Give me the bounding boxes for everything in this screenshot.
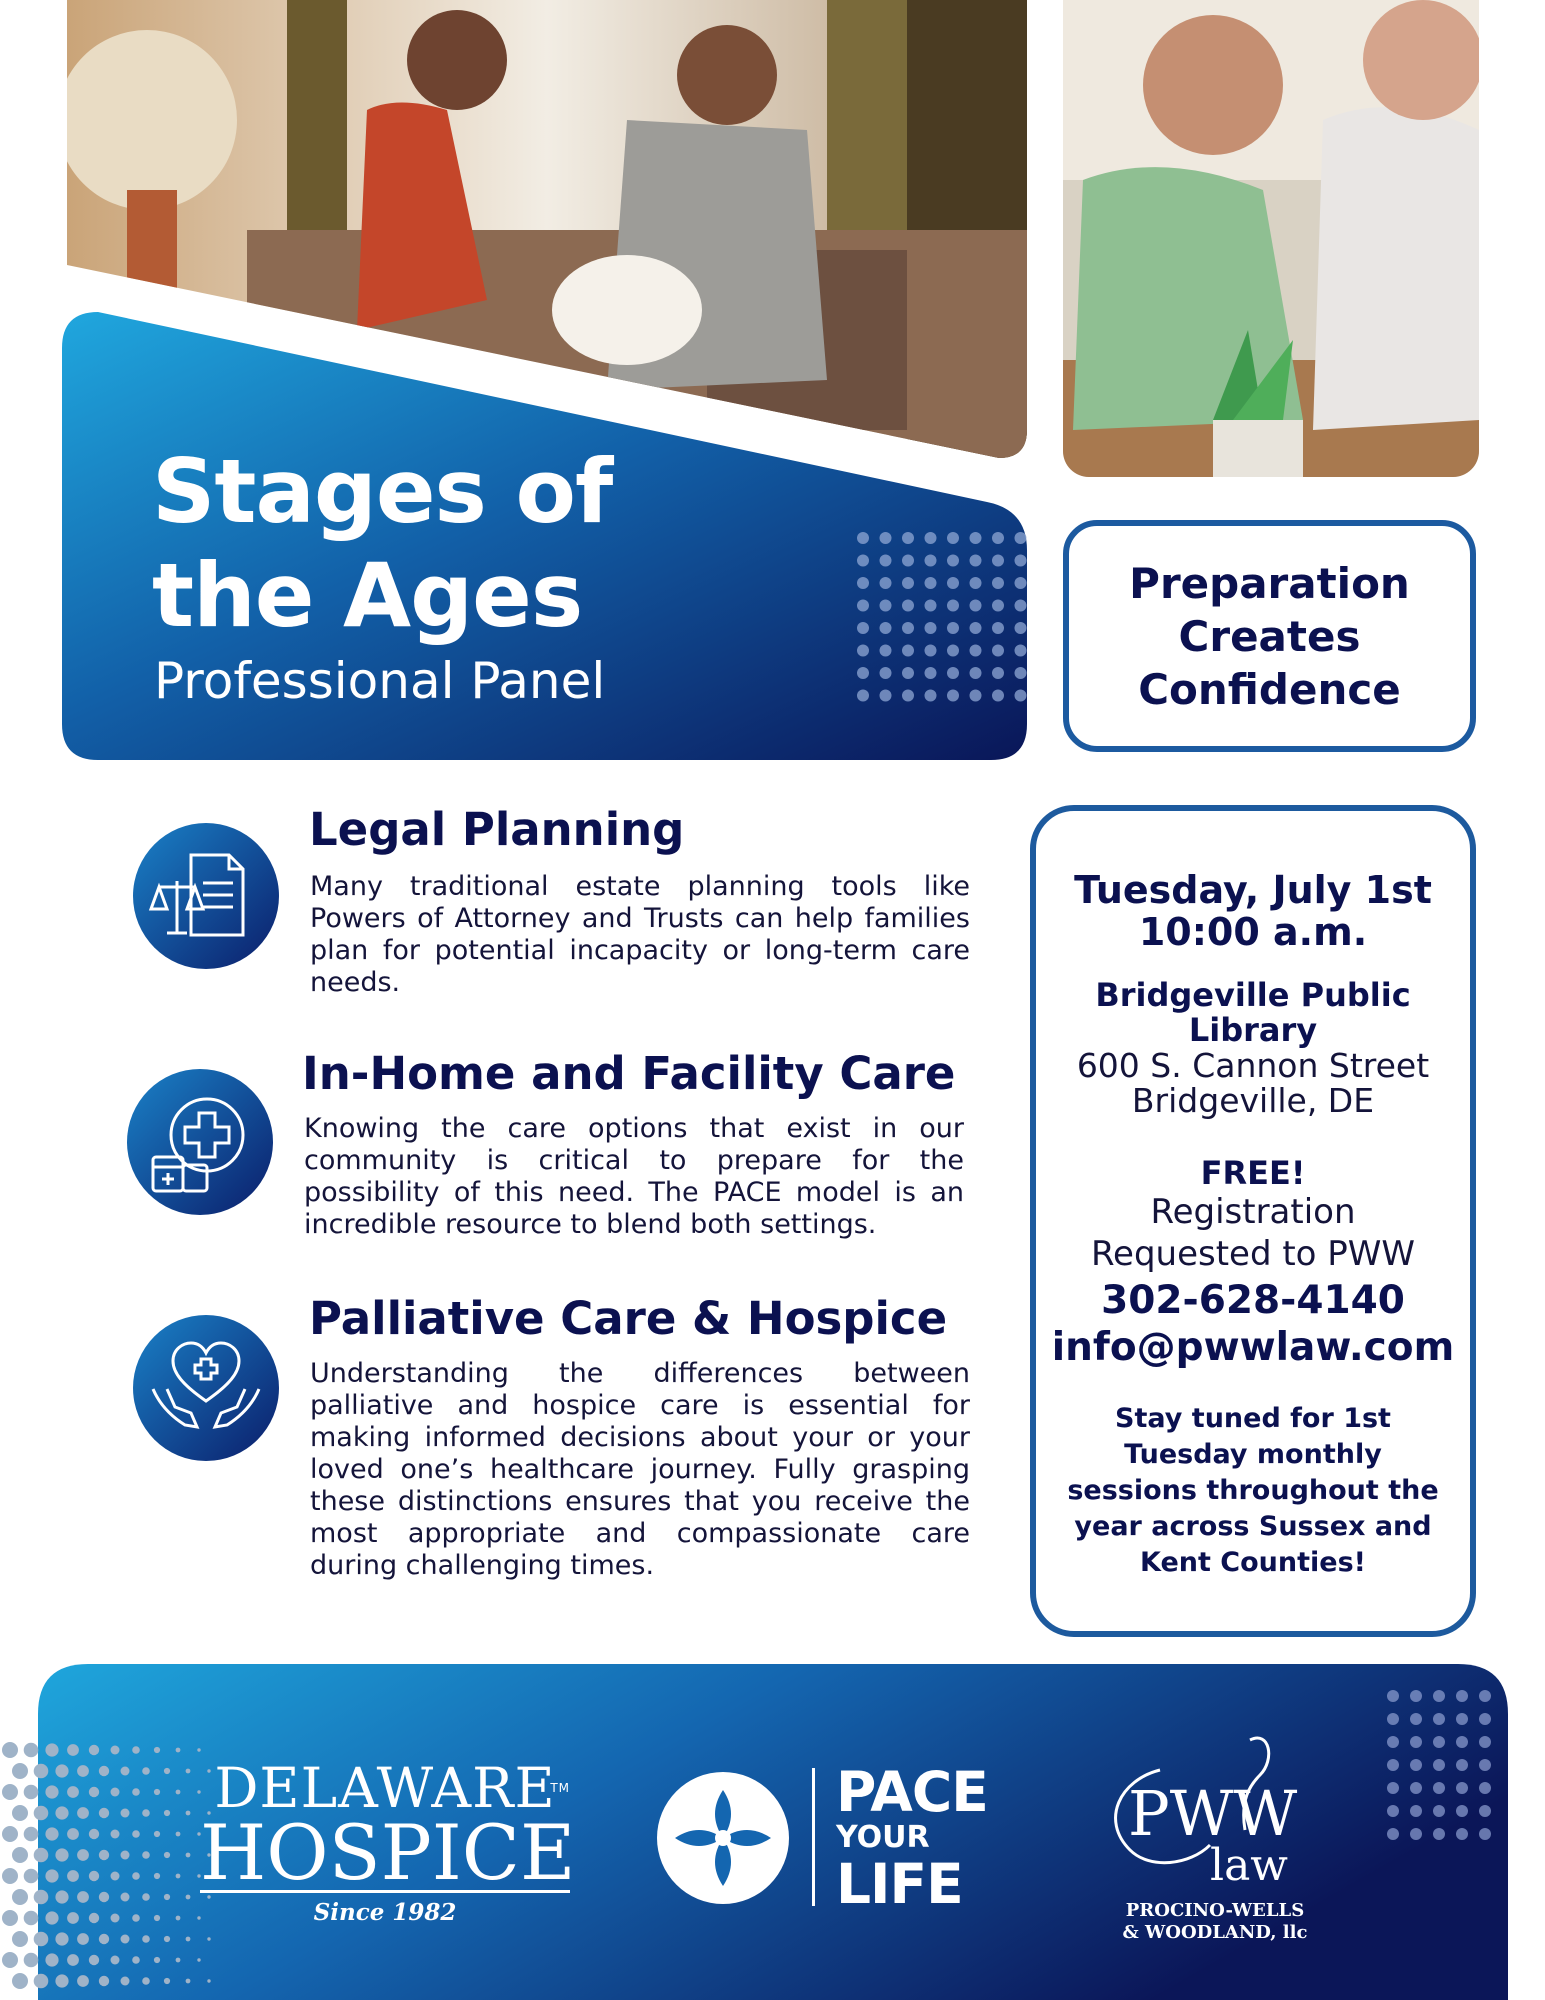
event-venue-line-1: Bridgeville Public (1095, 976, 1411, 1014)
decor-dot (1410, 1759, 1422, 1771)
decor-dot (24, 1953, 39, 1968)
decor-dot (1479, 1759, 1491, 1771)
decor-dot (2, 1826, 18, 1842)
decor-dot (970, 555, 982, 567)
decor-dot (1015, 667, 1027, 679)
decor-dot (1015, 577, 1027, 589)
decor-dot (2, 1868, 18, 1884)
decor-dot (1456, 1736, 1468, 1748)
decor-dot (970, 690, 982, 702)
decor-dot (947, 555, 959, 567)
decor-dot (992, 555, 1004, 567)
decor-dot (186, 1769, 191, 1774)
delaware-hospice-logo (200, 1756, 576, 1933)
decor-dot (1456, 1759, 1468, 1771)
dh-line-1: DELAWARE (214, 1756, 556, 1820)
event-phone-link[interactable]: 302-628-4140 (1101, 1278, 1405, 1323)
pace-word-1: PACE (836, 1760, 988, 1824)
decor-dot (1433, 1759, 1445, 1771)
decor-dot (142, 1935, 150, 1943)
decor-dot (970, 600, 982, 612)
decor-dot (1456, 1782, 1468, 1794)
decor-dot (925, 645, 937, 657)
decor-dot (992, 532, 1004, 544)
decor-dot (176, 1790, 181, 1795)
decor-dot (142, 1767, 150, 1775)
decor-dot (880, 600, 892, 612)
decor-dot (947, 600, 959, 612)
decor-dot (176, 1832, 181, 1837)
event-venue (1036, 978, 1470, 1048)
section-body-legal-planning: Many traditional estate planning tools like Powers of Attorney and Trusts can help families plan for potential incapacity or long-term care needs. (310, 871, 970, 998)
decor-dot (55, 1890, 68, 1903)
decor-dot (99, 1766, 109, 1776)
decor-dot (1410, 1805, 1422, 1817)
decor-dot (925, 690, 937, 702)
decor-dot (164, 1810, 170, 1816)
decor-dot (857, 577, 869, 589)
decor-dot (1479, 1782, 1491, 1794)
decor-dot (111, 1872, 120, 1881)
decor-dot (857, 690, 869, 702)
title-line-1: Stages of (152, 440, 613, 543)
decor-dot (176, 1916, 181, 1921)
decorative-halftone-left (0, 1740, 220, 2000)
decor-dot (207, 1937, 210, 1940)
decor-dot (902, 690, 914, 702)
section-title-in-home-facility-care: In-Home and Facility Care (302, 1047, 956, 1100)
decor-dot (1015, 532, 1027, 544)
decor-dot (55, 1932, 68, 1945)
decor-dot (1015, 622, 1027, 634)
decor-dot (1479, 1736, 1491, 1748)
decor-dot (925, 622, 937, 634)
decor-dot (1479, 1828, 1491, 1840)
decor-dot (2, 1784, 18, 1800)
decor-dot (45, 1953, 58, 1966)
section-title-legal-planning: Legal Planning (309, 803, 685, 856)
decor-dot (947, 645, 959, 657)
section-body-palliative-care-hospice: Understanding the differences between palliative and hospice care is essential for making informed decisions about your or your loved one’s healthcare journey. Fully grasping these distinctions ensures that you receive the most appropriate and compassionate care during challenging times. (310, 1358, 970, 1581)
pace-divider (812, 1768, 815, 1906)
decor-dot (857, 532, 869, 544)
decor-dot (89, 1745, 99, 1755)
decor-dot (1410, 1736, 1422, 1748)
event-datetime (1036, 869, 1470, 953)
pww-monogram: PWW (1128, 1777, 1298, 1850)
decor-dot (925, 532, 937, 544)
decor-dot (186, 1979, 191, 1984)
decor-dot (1433, 1736, 1445, 1748)
decor-dot (186, 1895, 191, 1900)
decor-dot (197, 1958, 200, 1961)
decor-dot (12, 1889, 28, 1905)
decor-dot (55, 1806, 68, 1819)
section-body-in-home-facility-care: Knowing the care options that exist in our community is critical to prepare for the possibility of this need. The PACE model is an incredible resource to blend both settings. (304, 1113, 964, 1240)
decor-dot (154, 1873, 160, 1879)
decor-dot (67, 1786, 79, 1798)
decor-dot (55, 1764, 68, 1777)
decor-dot (186, 1811, 191, 1816)
title-line-2: the Ages (152, 544, 583, 647)
decor-dot (89, 1955, 99, 1965)
decor-dot (121, 1893, 130, 1902)
pww-caption (1105, 1900, 1325, 1944)
decor-dot (1456, 1713, 1468, 1725)
decor-dot (1410, 1782, 1422, 1794)
decor-dot (970, 577, 982, 589)
decor-dot (24, 1743, 39, 1758)
decor-dot (992, 622, 1004, 634)
decor-dot (12, 1931, 28, 1947)
decor-dot (880, 532, 892, 544)
decor-dot (992, 645, 1004, 657)
decor-dot (1433, 1782, 1445, 1794)
decor-dot (121, 1977, 130, 1986)
decor-dot (154, 1957, 160, 1963)
decor-dot (1456, 1805, 1468, 1817)
decor-dot (164, 1768, 170, 1774)
decor-dot (111, 1914, 120, 1923)
decor-dot (77, 1807, 89, 1819)
decor-dot (45, 1785, 58, 1798)
event-email-link[interactable]: info@pwwlaw.com (1051, 1325, 1455, 1370)
decor-dot (992, 600, 1004, 612)
decor-dot (857, 667, 869, 679)
decor-dot (1015, 645, 1027, 657)
decor-dot (857, 555, 869, 567)
event-registration (1036, 1191, 1470, 1275)
decor-dot (970, 622, 982, 634)
decor-dot (89, 1829, 99, 1839)
decor-dot (34, 1974, 49, 1989)
decor-dot (880, 645, 892, 657)
decor-dot (197, 1748, 200, 1751)
decor-dot (45, 1869, 58, 1882)
decor-dot (132, 1830, 140, 1838)
dh-trademark: TM (550, 1781, 570, 1795)
couple-cafe-photo (1063, 0, 1479, 477)
decor-dot (1410, 1828, 1422, 1840)
decor-dot (24, 1827, 39, 1842)
decor-dot (1479, 1805, 1491, 1817)
decor-dot (207, 1979, 210, 1982)
decor-dot (154, 1789, 160, 1795)
decor-dot (880, 690, 892, 702)
decor-dot (1387, 1782, 1399, 1794)
decor-dot (1433, 1690, 1445, 1702)
decor-dot (176, 1874, 181, 1879)
decor-dot (132, 1956, 140, 1964)
decor-dot (24, 1911, 39, 1926)
decor-dot (45, 1827, 58, 1840)
pace-word-2: YOUR (836, 1820, 930, 1855)
decor-dot (1387, 1736, 1399, 1748)
decor-dot (99, 1850, 109, 1860)
decor-dot (902, 555, 914, 567)
decor-dot (992, 667, 1004, 679)
event-address-line-1: 600 S. Cannon Street (1076, 1046, 1430, 1085)
decor-dot (947, 667, 959, 679)
decor-dot (154, 1915, 160, 1921)
dh-since: Since 1982 (313, 1899, 457, 1926)
decor-dot (99, 1808, 109, 1818)
decor-dot (1387, 1828, 1399, 1840)
decor-dot (1433, 1805, 1445, 1817)
decor-dot (992, 690, 1004, 702)
event-venue-line-2: Library (1188, 1011, 1318, 1049)
pww-caption-line-1: PROCINO-WELLS (1125, 1900, 1305, 1921)
decor-dot (176, 1748, 181, 1753)
event-price: FREE! (1200, 1154, 1306, 1192)
decor-dot (67, 1870, 79, 1882)
decor-dot (1456, 1690, 1468, 1702)
decor-dot (2, 1742, 18, 1758)
decor-dot (142, 1809, 150, 1817)
decorative-dot-grid-footer (1385, 1688, 1510, 1853)
decor-dot (947, 690, 959, 702)
decor-dot (77, 1975, 89, 1987)
decor-dot (1015, 690, 1027, 702)
decor-dot (34, 1764, 49, 1779)
decor-dot (45, 1911, 58, 1924)
decor-dot (902, 600, 914, 612)
decor-dot (2, 1910, 18, 1926)
decor-dot (12, 1973, 28, 1989)
decor-dot (67, 1954, 79, 1966)
decor-dot (925, 555, 937, 567)
decor-dot (186, 1937, 191, 1942)
decor-dot (1433, 1828, 1445, 1840)
decor-dot (121, 1851, 130, 1860)
decor-dot (947, 622, 959, 634)
decor-dot (24, 1785, 39, 1800)
decor-dot (77, 1933, 89, 1945)
pww-word: law (1210, 1840, 1288, 1891)
decor-dot (142, 1977, 150, 1985)
decor-dot (970, 532, 982, 544)
decor-dot (99, 1976, 109, 1986)
decor-dot (1410, 1713, 1422, 1725)
decor-dot (902, 667, 914, 679)
decor-dot (111, 1830, 120, 1839)
decor-dot (34, 1932, 49, 1947)
decor-dot (2, 1952, 18, 1968)
heart-hands-icon (133, 1315, 279, 1461)
event-registration-line-2: Requested to PWW (1090, 1234, 1416, 1274)
event-registration-line-1: Registration (1150, 1192, 1356, 1232)
decor-dot (12, 1763, 28, 1779)
decor-dot (34, 1848, 49, 1863)
decor-dot (1456, 1828, 1468, 1840)
decor-dot (1479, 1713, 1491, 1725)
decor-dot (925, 577, 937, 589)
decor-dot (902, 622, 914, 634)
decor-dot (111, 1746, 120, 1755)
decor-dot (99, 1892, 109, 1902)
page-subtitle: Professional Panel (154, 652, 606, 710)
decor-dot (89, 1913, 99, 1923)
decor-dot (89, 1787, 99, 1797)
legal-document-scale-icon (133, 823, 279, 969)
decor-dot (132, 1914, 140, 1922)
decor-dot (1387, 1759, 1399, 1771)
decor-dot (132, 1872, 140, 1880)
decor-dot (89, 1871, 99, 1881)
pww-law-logo (1100, 1730, 1330, 1900)
decor-dot (857, 645, 869, 657)
decor-dot (970, 645, 982, 657)
decor-dot (1015, 555, 1027, 567)
decor-dot (154, 1831, 160, 1837)
event-address-line-2: Bridgeville, DE (1131, 1081, 1375, 1120)
decor-dot (12, 1805, 28, 1821)
decor-dot (925, 600, 937, 612)
decor-dot (99, 1934, 109, 1944)
decor-dot (45, 1743, 58, 1756)
decor-dot (111, 1788, 120, 1797)
pace-your-life-logo (836, 1760, 988, 1916)
decor-dot (24, 1869, 39, 1884)
pace-flower-icon (655, 1770, 791, 1906)
decor-dot (902, 577, 914, 589)
decor-dot (67, 1912, 79, 1924)
decor-dot (77, 1765, 89, 1777)
event-date: Tuesday, July 1st (1074, 868, 1432, 912)
decor-dot (55, 1848, 68, 1861)
decor-dot (164, 1894, 170, 1900)
medical-cross-care-icon (127, 1069, 273, 1215)
decor-dot (947, 532, 959, 544)
section-title-palliative-care-hospice: Palliative Care & Hospice (309, 1292, 948, 1345)
event-details-box (1030, 805, 1476, 1637)
decor-dot (132, 1746, 140, 1754)
decor-dot (970, 667, 982, 679)
decor-dot (1387, 1713, 1399, 1725)
decor-dot (121, 1809, 130, 1818)
decor-dot (77, 1891, 89, 1903)
event-note: Stay tuned for 1st Tuesday monthly sessions throughout the year across Sussex and Kent Counties! (1067, 1403, 1439, 1578)
decor-dot (857, 600, 869, 612)
decor-dot (55, 1974, 68, 1987)
pww-caption-line-2: & WOODLAND, llc (1122, 1922, 1308, 1943)
decor-dot (132, 1788, 140, 1796)
decor-dot (176, 1958, 181, 1963)
decor-dot (34, 1890, 49, 1905)
decor-dot (164, 1978, 170, 1984)
tagline-box (1063, 520, 1476, 752)
decor-dot (880, 555, 892, 567)
decor-dot (142, 1851, 150, 1859)
dh-line-2: HOSPICE (200, 1808, 576, 1897)
decor-dot (880, 577, 892, 589)
decor-dot (880, 667, 892, 679)
decor-dot (142, 1893, 150, 1901)
decor-dot (34, 1806, 49, 1821)
pace-word-3: LIFE (836, 1852, 963, 1916)
decor-dot (67, 1744, 79, 1756)
decor-dot (164, 1936, 170, 1942)
decor-dot (1015, 600, 1027, 612)
decorative-dot-grid (855, 530, 1030, 715)
tagline-text: Preparation Creates Confidence (1129, 558, 1410, 714)
event-time: 10:00 a.m. (1138, 910, 1368, 954)
event-address (1036, 1048, 1470, 1118)
decor-dot (121, 1935, 130, 1944)
decor-dot (77, 1849, 89, 1861)
decor-dot (902, 645, 914, 657)
decor-dot (12, 1847, 28, 1863)
decor-dot (1479, 1690, 1491, 1702)
decor-dot (947, 577, 959, 589)
decor-dot (154, 1747, 160, 1753)
decor-dot (111, 1956, 120, 1965)
decor-dot (1387, 1690, 1399, 1702)
decor-dot (992, 577, 1004, 589)
decor-dot (880, 622, 892, 634)
decor-dot (164, 1852, 170, 1858)
decor-dot (186, 1853, 191, 1858)
decor-dot (67, 1828, 79, 1840)
decor-dot (121, 1767, 130, 1776)
decor-dot (1433, 1713, 1445, 1725)
page-title (152, 440, 712, 648)
decor-dot (857, 622, 869, 634)
decor-dot (1410, 1690, 1422, 1702)
decor-dot (1387, 1805, 1399, 1817)
decor-dot (902, 532, 914, 544)
decor-dot (925, 667, 937, 679)
